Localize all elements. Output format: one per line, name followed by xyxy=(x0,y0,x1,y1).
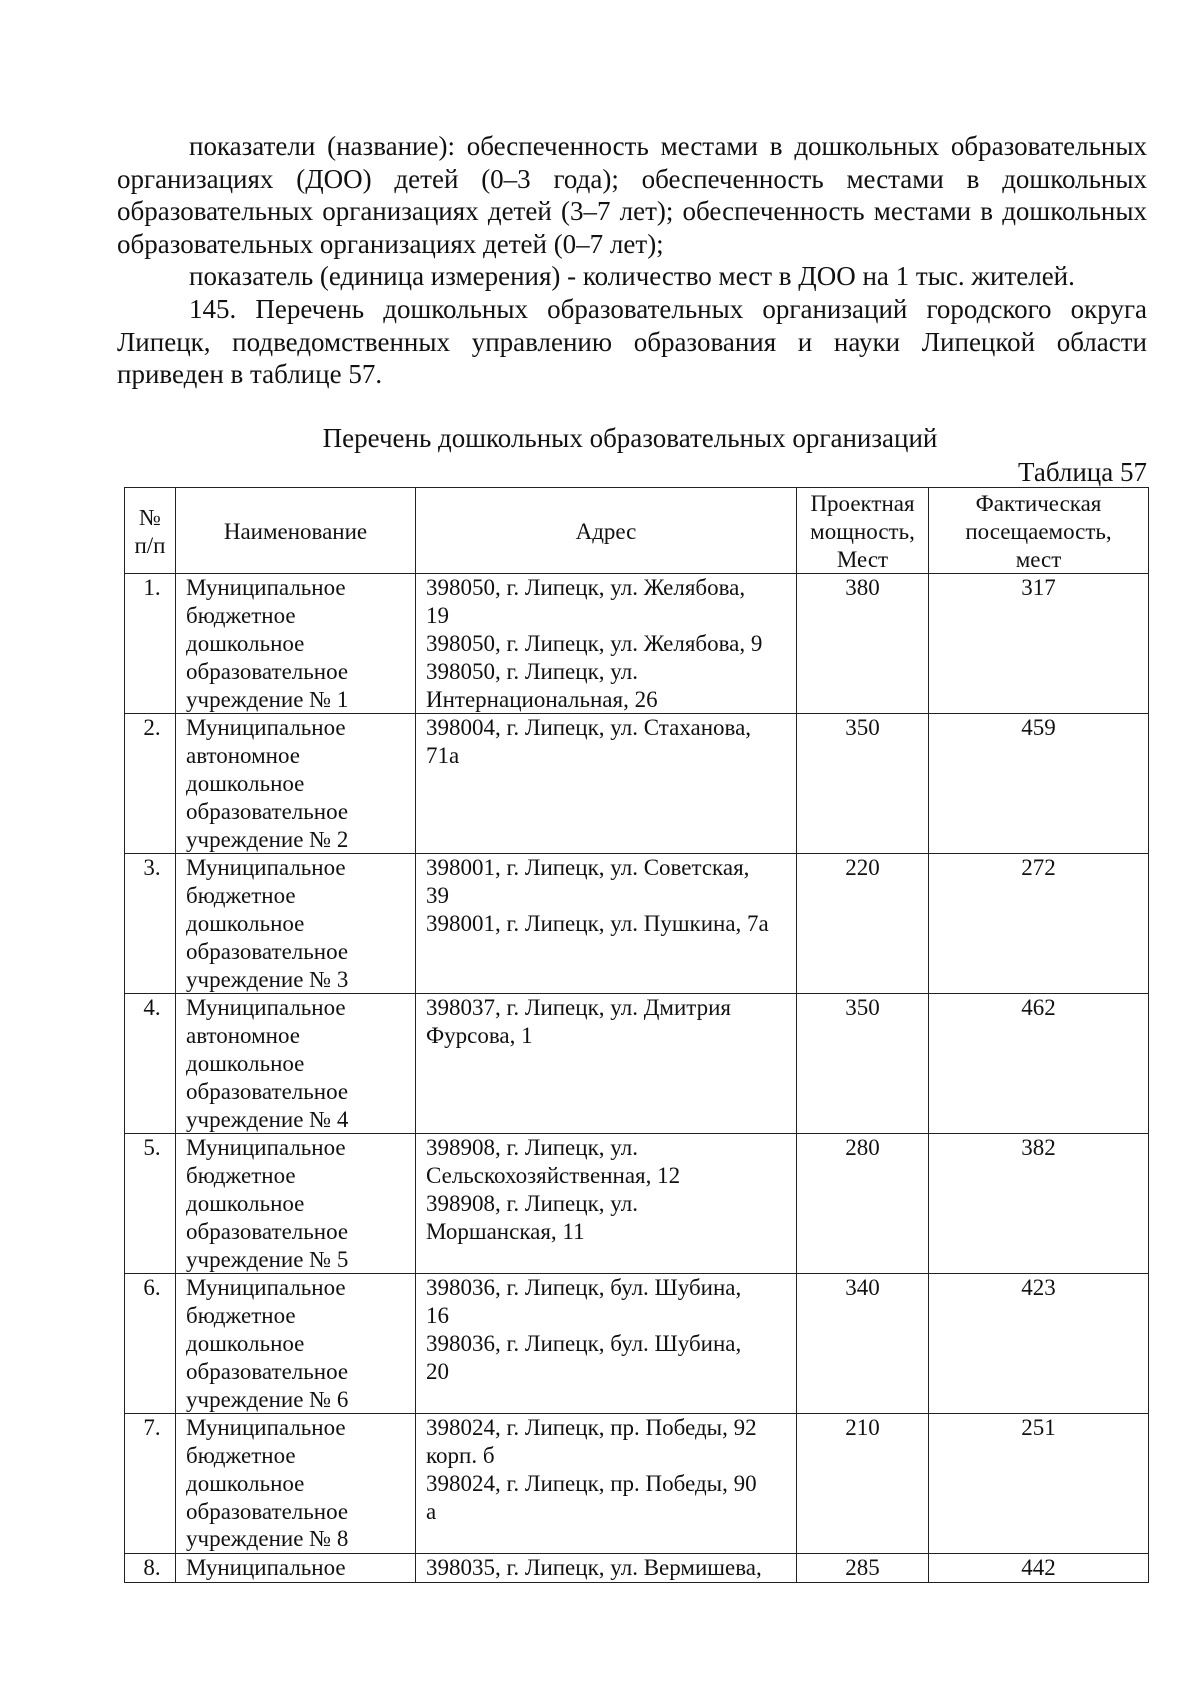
table-row xyxy=(125,574,1149,714)
table-caption: Перечень дошкольных образовательных организаций xyxy=(322,423,938,453)
table-row xyxy=(125,1134,1149,1274)
table-row xyxy=(125,1414,1149,1554)
table-number: Таблица 57 xyxy=(1018,457,1147,487)
intro-paragraph-reference: 145. Перечень дошкольных образовательных организаций городского округа Липецк, подведомственных управлению образования и науки Липецкой области приведен в таблице 57. xyxy=(117,294,1147,390)
cell-name: Муниципальное бюджетное дошкольное образовательное учреждение № 8 xyxy=(176,1414,416,1554)
cell-num: 8. xyxy=(125,1554,176,1583)
cell-name: Муниципальное автономное дошкольное образовательное учреждение № 2 xyxy=(176,714,416,854)
table-header-row xyxy=(125,488,1149,574)
cell-address: 398036, г. Липецк, бул. Шубина, 16 398036, г. Липецк, бул. Шубина, 20 xyxy=(416,1274,797,1414)
cell-attendance: 251 xyxy=(929,1414,1149,1554)
cell-attendance: 462 xyxy=(929,994,1149,1134)
header-num: № п/п xyxy=(125,488,176,574)
cell-num: 3. xyxy=(125,854,176,994)
cell-attendance: 317 xyxy=(929,574,1149,714)
cell-num: 4. xyxy=(125,994,176,1134)
cell-address: 398001, г. Липецк, ул. Советская, 39 398001, г. Липецк, ул. Пушкина, 7а xyxy=(416,854,797,994)
table-row xyxy=(125,1554,1149,1583)
cell-name: Муниципальное автономное дошкольное образовательное учреждение № 4 xyxy=(176,994,416,1134)
cell-name: Муниципальное бюджетное дошкольное образовательное учреждение № 3 xyxy=(176,854,416,994)
cell-address: 398050, г. Липецк, ул. Желябова, 19 398050, г. Липецк, ул. Желябова, 9 398050, г. Липецк, ул. Интернациональная, 26 xyxy=(416,574,797,714)
cell-address: 398035, г. Липецк, ул. Вермишева, xyxy=(416,1554,797,1583)
cell-capacity: 220 xyxy=(797,854,929,994)
cell-address: 398024, г. Липецк, пр. Победы, 92 корп. б 398024, г. Липецк, пр. Победы, 90 а xyxy=(416,1414,797,1554)
cell-name: Муниципальное бюджетное дошкольное образовательное учреждение № 5 xyxy=(176,1134,416,1274)
cell-capacity: 350 xyxy=(797,994,929,1134)
cell-address: 398908, г. Липецк, ул. Сельскохозяйственная, 12 398908, г. Липецк, ул. Моршанская, 11 xyxy=(416,1134,797,1274)
cell-capacity: 280 xyxy=(797,1134,929,1274)
intro-paragraph-unit: показатель (единица измерения) - количество мест в ДОО на 1 тыс. жителей. xyxy=(189,261,1075,291)
cell-capacity: 285 xyxy=(797,1554,929,1583)
table-row xyxy=(125,994,1149,1134)
cell-num: 7. xyxy=(125,1414,176,1554)
cell-address: 398037, г. Липецк, ул. Дмитрия Фурсова, 1 xyxy=(416,994,797,1134)
cell-attendance: 442 xyxy=(929,1554,1149,1583)
header-name: Наименование xyxy=(176,488,416,574)
cell-address: 398004, г. Липецк, ул. Стаханова, 71а xyxy=(416,714,797,854)
cell-name: Муниципальное бюджетное дошкольное образовательное учреждение № 1 xyxy=(176,574,416,714)
cell-attendance: 382 xyxy=(929,1134,1149,1274)
cell-name: Муниципальное бюджетное дошкольное образовательное учреждение № 6 xyxy=(176,1274,416,1414)
cell-num: 5. xyxy=(125,1134,176,1274)
organizations-table xyxy=(124,487,1149,1583)
cell-num: 6. xyxy=(125,1274,176,1414)
cell-num: 1. xyxy=(125,574,176,714)
cell-capacity: 380 xyxy=(797,574,929,714)
header-capacity: Проектная мощность, Мест xyxy=(797,488,929,574)
cell-capacity: 340 xyxy=(797,1274,929,1414)
table-row xyxy=(125,854,1149,994)
header-attendance: Фактическая посещаемость, мест xyxy=(929,488,1149,574)
cell-attendance: 272 xyxy=(929,854,1149,994)
intro-paragraph-indicators: показатели (название): обеспеченность местами в дошкольных образовательных организациях (ДОО) детей (0–3 года); обеспеченность местами в дошкольных образовательных организациях детей (3–7 лет); обеспеченность местами в дошкольных образовательных организациях детей (0–7 лет); xyxy=(117,131,1147,259)
cell-attendance: 423 xyxy=(929,1274,1149,1414)
header-address: Адрес xyxy=(416,488,797,574)
cell-capacity: 350 xyxy=(797,714,929,854)
table-row xyxy=(125,1274,1149,1414)
table-row xyxy=(125,714,1149,854)
cell-name: Муниципальное xyxy=(176,1554,416,1583)
cell-attendance: 459 xyxy=(929,714,1149,854)
cell-num: 2. xyxy=(125,714,176,854)
cell-capacity: 210 xyxy=(797,1414,929,1554)
